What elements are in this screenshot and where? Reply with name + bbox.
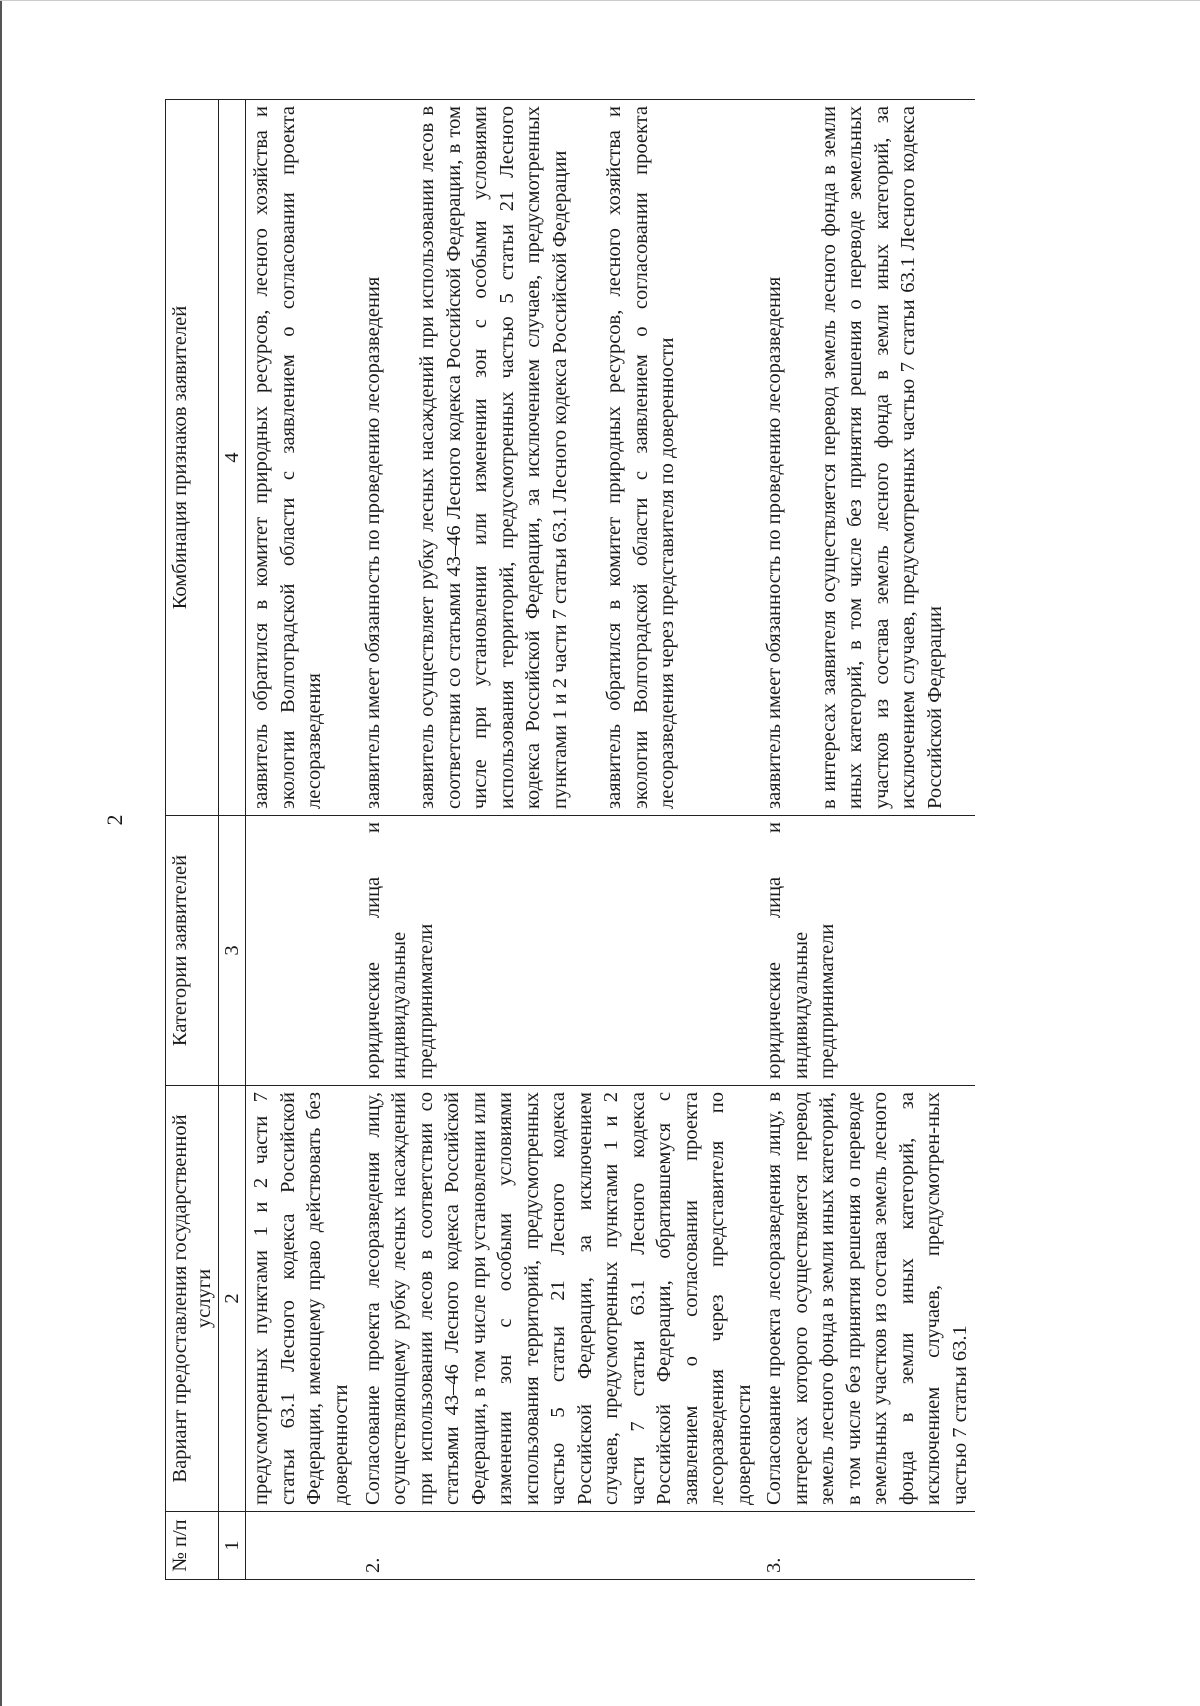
combination-item: заявитель имеет обязанность по проведению лесоразведения bbox=[361, 276, 384, 809]
column-number: 1 bbox=[219, 1512, 246, 1580]
combination-item: в интересах заявителя осуществляется перевод земель лесного фонда в земли иных категорий, в том числе без принятия решения о переводе земельных участков из состава земель лесного фонда в земли иных категорий, за исключением случаев, предусмотренных частью 7 статьи 63.1 Лесного кодекса Российской Федерации bbox=[817, 106, 946, 809]
header-number: № п/п bbox=[166, 1512, 219, 1580]
applicant-variants-table bbox=[165, 99, 975, 1580]
scan-edge bbox=[0, 0, 2, 1706]
category-cell: юридические лица и индивидуальные предприниматели bbox=[759, 816, 975, 1086]
row-number: 3. bbox=[759, 1512, 975, 1580]
combination-cell bbox=[246, 100, 358, 816]
rotated-page bbox=[100, 100, 1080, 1580]
table-row bbox=[358, 100, 760, 1580]
combination-item: заявитель имеет обязанность по проведению лесоразведения bbox=[763, 276, 785, 809]
combination-item: заявитель обратился в комитет природных ресурсов, лесного хозяйства и экологии Волгоградской области с заявлением о согласовании проекта лесоразведения bbox=[250, 106, 325, 809]
variant-cell: Согласование проекта лесоразведения лицу, в интересах которого осуществляется перевод земель лесного фонда в земли иных категорий, в том числе без принятия решения о переводе земельных участков из состава земель лесного фонда в земли иных категорий, за исключением случаев, предусмотрен-ных частью 7 статьи 63.1 bbox=[759, 1086, 975, 1512]
column-number: 4 bbox=[219, 100, 246, 816]
row-number bbox=[246, 1512, 358, 1580]
variant-cell: предусмотренных пунктами 1 и 2 части 7 статьи 63.1 Лесного кодекса Российской Федерации, имеющему право действовать без доверенности bbox=[246, 1086, 358, 1512]
table-header-row bbox=[166, 100, 219, 1580]
combination-item: заявитель обратился в комитет природных ресурсов, лесного хозяйства и экологии Волгоградской области с заявлением о согласовании проекта лесоразведения через представителя по доверенности bbox=[603, 106, 678, 809]
column-number-row bbox=[219, 100, 246, 1580]
scan-top-edge bbox=[0, 0, 1200, 1]
combination-cell bbox=[358, 100, 760, 816]
combination-cell bbox=[759, 100, 975, 816]
header-combination: Комбинация признаков заявителей bbox=[166, 100, 219, 816]
column-number: 2 bbox=[219, 1086, 246, 1512]
header-variant: Вариант предоставления государственной услуги bbox=[166, 1086, 219, 1512]
row-number: 2. bbox=[358, 1512, 760, 1580]
table-row bbox=[759, 100, 975, 1580]
combination-item: заявитель осуществляет рубку лесных насаждений при использовании лесов в соответствии со статьями 43–46 Лесного кодекса Российской Федерации, в том числе при установлении или изменении зон с особыми условиями использования территорий, предусмотренных частью 5 статьи 21 Лесного кодекса Российской Федерации, за исключением случаев, предусмотренных пунктами 1 и 2 части 7 статьи 63.1 Лесного кодекса Российской Федерации bbox=[416, 106, 571, 809]
page-number: 2 bbox=[102, 814, 127, 826]
table-row bbox=[246, 100, 358, 1580]
category-cell: юридические лица и индивидуальные предприниматели bbox=[358, 816, 760, 1086]
variant-cell: Согласование проекта лесоразведения лицу, осуществляющему рубку лесных насаждений при использовании лесов в соответствии со статьями 43–46 Лесного кодекса Российской Федерации, в том числе при установлении или изменении зон с особыми условиями использования территорий, предусмотренных частью 5 статьи 21 Лесного кодекса Российской Федерации, за исключением случаев, предусмотренных пунктами 1 и 2 части 7 статьи 63.1 Лесного кодекса Российской Федерации, обратившемуся с заявлением о согласовании проекта лесоразведения через представителя по доверенности bbox=[358, 1086, 760, 1512]
category-cell bbox=[246, 816, 358, 1086]
header-category: Категории заявителей bbox=[166, 816, 219, 1086]
column-number: 3 bbox=[219, 816, 246, 1086]
